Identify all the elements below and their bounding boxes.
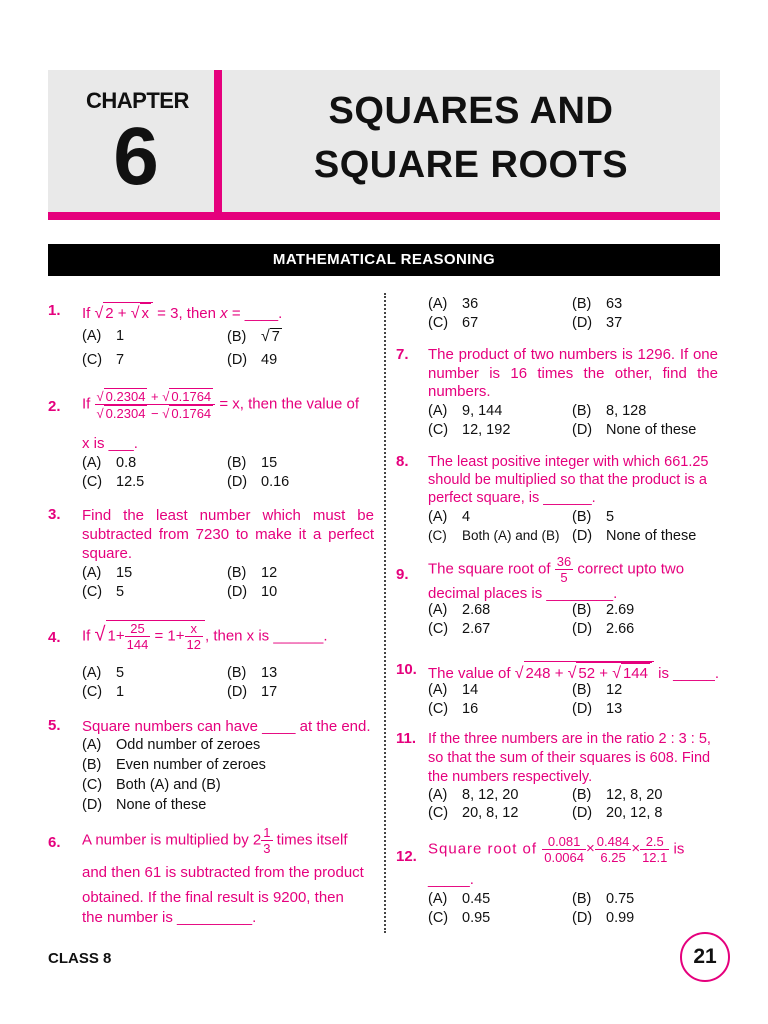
option-c[interactable]	[428, 701, 478, 717]
option-value: 36	[462, 296, 479, 312]
option-value: 67	[462, 315, 479, 331]
question-text	[428, 661, 719, 683]
option-d[interactable]	[227, 352, 277, 368]
option-c[interactable]	[428, 528, 560, 543]
option-value: 4	[462, 509, 471, 525]
option-d[interactable]	[572, 701, 622, 717]
option-a[interactable]	[82, 737, 260, 753]
option-label: (A)	[82, 455, 102, 471]
option-a[interactable]	[82, 565, 132, 581]
option-value: 15	[261, 455, 278, 471]
option-c[interactable]	[82, 777, 221, 793]
option-label: (B)	[227, 329, 247, 345]
question-number: 9.	[396, 566, 409, 583]
fraction-denominator: 6.25	[600, 850, 626, 865]
text-fragment: If	[82, 627, 95, 645]
option-b[interactable]	[227, 665, 277, 681]
option-d[interactable]	[572, 315, 622, 331]
fraction-numerator: √ 0.2304 + √ 0.1764	[95, 388, 216, 405]
option-a[interactable]	[82, 665, 124, 681]
option-value: 16	[462, 701, 479, 717]
operator: −	[147, 406, 163, 421]
option-a[interactable]	[428, 509, 470, 525]
option-label: (A)	[428, 891, 448, 907]
option-label: (D)	[227, 584, 248, 600]
option-value: Both (A) and (B)	[462, 528, 560, 543]
header-divider	[214, 70, 222, 212]
option-label: (A)	[82, 565, 102, 581]
option-label: (A)	[82, 737, 102, 753]
option-label: (A)	[428, 682, 448, 698]
option-label: (A)	[428, 296, 448, 312]
sqrt-symbol: √	[94, 623, 106, 646]
option-value: None of these	[116, 797, 207, 813]
option-label: (D)	[227, 474, 248, 490]
text-fragment: is _____.	[654, 665, 720, 682]
option-label: (B)	[572, 296, 592, 312]
chapter-title	[222, 84, 720, 192]
question-number: 8.	[396, 453, 409, 470]
option-b[interactable]	[227, 455, 277, 471]
fraction-numerator: 25	[125, 621, 151, 637]
option-value: 49	[261, 352, 278, 368]
option-value: 12	[606, 682, 623, 698]
option-value: 12.5	[116, 474, 145, 490]
fraction	[542, 834, 586, 865]
option-value: 10	[261, 584, 278, 600]
option-d[interactable]	[227, 474, 289, 490]
option-c[interactable]	[82, 684, 124, 700]
fraction-denominator: 12	[186, 637, 201, 652]
option-label: (B)	[227, 565, 247, 581]
fraction-denominator: 5	[560, 570, 568, 585]
text-fragment: = ____.	[227, 305, 283, 322]
option-c[interactable]	[428, 315, 478, 331]
option-b[interactable]	[572, 403, 646, 419]
text-fragment: If	[82, 395, 95, 413]
radicand	[103, 302, 153, 323]
option-value: 5	[606, 509, 615, 525]
fraction	[640, 834, 669, 865]
option-label: (D)	[572, 805, 593, 821]
option-a[interactable]	[82, 455, 136, 471]
option-b[interactable]	[82, 757, 266, 773]
option-label: (D)	[572, 621, 593, 637]
question-text: Find the least number which must be subtracted from 7230 to make it a perfect square.	[82, 507, 374, 562]
option-label: (C)	[428, 621, 449, 637]
fraction	[595, 834, 632, 865]
question-9	[396, 554, 720, 640]
header-rule	[48, 212, 720, 220]
option-value: 7	[116, 352, 125, 368]
question-text-line4: the number is _________.	[82, 909, 257, 926]
question-number: 11.	[396, 730, 417, 747]
question-7	[396, 346, 720, 442]
option-a[interactable]	[82, 328, 124, 344]
option-label: (D)	[572, 422, 593, 438]
chapter-header	[48, 70, 720, 220]
option-label: (C)	[82, 474, 103, 490]
option-b[interactable]	[572, 787, 662, 803]
option-label: (D)	[572, 910, 593, 926]
text-fragment: = 3, then	[153, 305, 221, 322]
sqrt-symbol: √	[94, 305, 104, 322]
option-value: 2.69	[606, 602, 635, 618]
question-text	[428, 834, 684, 865]
radicand: 0.1764	[171, 406, 212, 421]
chapter-label: CHAPTER	[86, 88, 189, 113]
question-text	[82, 825, 348, 856]
option-value: 15	[116, 565, 133, 581]
variable: x	[220, 305, 228, 322]
question-6-options	[396, 296, 720, 336]
fraction	[125, 621, 151, 652]
text-fragment: is	[669, 840, 685, 858]
operator: ×	[631, 840, 641, 858]
option-value: 1	[116, 328, 125, 344]
option-label: (B)	[572, 602, 592, 618]
question-text	[82, 302, 282, 323]
sqrt-symbol: √	[567, 665, 577, 682]
question-number: 10.	[396, 661, 417, 678]
option-value: 14	[462, 682, 479, 698]
option-value: 2.67	[462, 621, 491, 637]
option-value: 1	[116, 684, 125, 700]
text-fragment: 52 +	[578, 665, 613, 682]
option-label: (A)	[428, 787, 448, 803]
option-d[interactable]	[572, 621, 634, 637]
option-b[interactable]	[227, 565, 277, 581]
option-value: 12	[261, 565, 278, 581]
text-fragment: , then x is ______.	[204, 627, 328, 645]
option-label: (B)	[572, 403, 592, 419]
question-number: 6.	[48, 834, 61, 851]
option-c[interactable]	[428, 621, 490, 637]
question-10	[396, 661, 720, 721]
text-fragment: = 1+	[150, 627, 185, 645]
option-label: (D)	[82, 797, 103, 813]
option-label: (B)	[572, 509, 592, 525]
mixed-fraction	[261, 825, 272, 856]
option-c[interactable]	[82, 352, 124, 368]
column-divider	[384, 293, 386, 933]
fraction-denominator: 3	[263, 841, 271, 856]
question-5	[48, 717, 378, 817]
fraction	[555, 554, 573, 585]
question-number: 2.	[48, 398, 61, 415]
option-label: (C)	[428, 528, 447, 543]
fraction-denominator: 0.0064	[544, 850, 584, 865]
class-label: CLASS 8	[48, 950, 112, 967]
option-c[interactable]	[428, 910, 490, 926]
radicand: 0.2304	[105, 389, 146, 404]
option-b[interactable]	[572, 891, 634, 907]
option-c[interactable]	[82, 584, 124, 600]
option-value: None of these	[606, 528, 697, 544]
radicand-inner	[576, 662, 652, 683]
text-fragment: The square root of	[428, 560, 555, 578]
option-label: (A)	[82, 665, 102, 681]
option-value: 0.99	[606, 910, 635, 926]
option-d[interactable]	[572, 422, 696, 438]
radicand-inner: x	[141, 305, 150, 322]
fraction-denominator: 12.1	[642, 850, 668, 865]
fraction-numerator: 0.484	[596, 834, 630, 849]
option-label: (C)	[428, 805, 449, 821]
radicand: 0.1764	[171, 389, 212, 404]
option-label: (A)	[428, 509, 448, 525]
question-text	[82, 620, 328, 652]
text-fragment: times itself	[272, 831, 348, 849]
text-fragment: A number is multiplied by 2	[82, 831, 262, 849]
option-a[interactable]	[428, 602, 490, 618]
text-fragment: 1+	[107, 627, 125, 645]
option-value: 7	[271, 329, 280, 345]
option-b[interactable]	[572, 602, 634, 618]
option-d[interactable]	[227, 684, 277, 700]
fraction	[95, 388, 216, 421]
chapter-number: 6	[113, 111, 159, 202]
option-b[interactable]	[572, 296, 622, 312]
question-text: The product of two numbers is 1296. If one number is 16 times the other, find the numbers.	[428, 346, 718, 400]
question-1	[48, 302, 378, 372]
option-value: 0.45	[462, 891, 491, 907]
question-number: 12.	[396, 848, 417, 865]
question-number: 1.	[48, 302, 61, 319]
option-d[interactable]	[572, 528, 696, 544]
question-text	[428, 554, 684, 585]
option-a[interactable]	[428, 682, 478, 698]
question-text-line2: x is ___.	[82, 435, 138, 452]
chapter-title-line1: SQUARES AND	[328, 90, 614, 132]
question-number: 4.	[48, 629, 61, 646]
section-banner: MATHEMATICAL REASONING	[48, 244, 720, 276]
option-value: 9, 144	[462, 403, 503, 419]
page-number: 21	[680, 932, 730, 982]
text-fragment: 248 +	[525, 665, 568, 682]
option-c[interactable]	[428, 422, 510, 438]
sqrt-symbol: √	[130, 305, 140, 322]
option-label: (D)	[572, 315, 593, 331]
fraction-numerator: 36	[556, 554, 572, 569]
option-d[interactable]	[82, 797, 206, 813]
question-3	[48, 506, 378, 602]
question-6	[48, 825, 378, 929]
option-value: 2.68	[462, 602, 491, 618]
fraction	[185, 621, 203, 652]
text-fragment: correct upto two	[573, 560, 685, 578]
question-text: The least positive integer with which 661.25 should be multiplied so that the product is a perfect square, is ______.	[428, 454, 709, 506]
radicand	[106, 620, 205, 652]
question-text: If the three numbers are in the ratio 2 : 3 : 5, so that the sum of their squares is 608. Find the numbers respectively.	[428, 731, 711, 785]
option-value: None of these	[606, 422, 697, 438]
option-label: (C)	[428, 315, 449, 331]
question-text	[82, 388, 359, 421]
option-label: (C)	[82, 584, 103, 600]
option-c[interactable]	[428, 805, 518, 821]
sqrt-symbol: √	[514, 665, 524, 682]
option-value: 5	[116, 584, 125, 600]
option-value: 13	[261, 665, 278, 681]
option-value: 8, 128	[606, 403, 647, 419]
option-value: 0.75	[606, 891, 635, 907]
question-text-line2: and then 61 is subtracted from the product	[82, 864, 364, 881]
question-text: Square numbers can have ____ at the end.	[82, 718, 371, 735]
option-label: (A)	[82, 328, 102, 344]
option-d[interactable]	[572, 910, 634, 926]
option-value: Both (A) and (B)	[116, 777, 221, 793]
option-label: (B)	[572, 787, 592, 803]
option-value: Even number of zeroes	[116, 757, 266, 773]
option-a[interactable]	[428, 403, 502, 419]
option-c[interactable]	[82, 474, 144, 490]
option-b[interactable]	[227, 328, 282, 346]
option-label: (C)	[428, 910, 449, 926]
option-label: (B)	[82, 757, 102, 773]
option-label: (C)	[82, 352, 103, 368]
fraction-numerator: 0.081	[542, 834, 586, 850]
option-label: (D)	[227, 352, 248, 368]
option-a[interactable]	[428, 296, 478, 312]
question-number: 3.	[48, 506, 61, 523]
question-2	[48, 388, 378, 492]
question-text-line2: _____.	[428, 871, 474, 888]
option-value: 20, 8, 12	[462, 805, 519, 821]
expression	[542, 834, 669, 865]
option-value: 8, 12, 20	[462, 787, 519, 803]
text-fragment: If	[82, 305, 95, 322]
option-value: Odd number of zeroes	[116, 737, 261, 753]
question-8	[396, 453, 720, 549]
option-label: (B)	[572, 682, 592, 698]
fraction-numerator: 2.5	[640, 834, 669, 850]
option-label: (C)	[82, 684, 103, 700]
operator: ×	[586, 840, 595, 858]
text-fragment: The value of	[428, 665, 515, 682]
sqrt-symbol: √	[261, 328, 270, 345]
option-label: (D)	[572, 528, 593, 544]
fraction-numerator: x	[185, 621, 203, 637]
option-value: 63	[606, 296, 623, 312]
option-label: (A)	[428, 602, 448, 618]
radicand: 0.2304	[105, 406, 146, 421]
option-value: 37	[606, 315, 623, 331]
question-text-line3: obtained. If the final result is 9200, then	[82, 889, 344, 906]
option-value: 2.66	[606, 621, 635, 637]
option-b[interactable]	[572, 509, 614, 525]
option-value: 13	[606, 701, 623, 717]
option-value: 0.8	[116, 455, 137, 471]
option-label: (D)	[572, 701, 593, 717]
chapter-title-line2: SQUARE ROOTS	[313, 144, 629, 186]
text-fragment: = x, then the value of	[215, 395, 360, 413]
fraction-denominator: 144	[126, 637, 149, 652]
option-d[interactable]	[227, 584, 277, 600]
question-number: 5.	[48, 717, 61, 734]
question-text-line2: decimal places is ________.	[428, 585, 618, 602]
question-12	[396, 834, 720, 930]
sqrt-symbol: √	[612, 665, 621, 682]
option-label: (D)	[227, 684, 248, 700]
option-a[interactable]	[428, 891, 490, 907]
option-label: (B)	[227, 665, 247, 681]
option-label: (C)	[428, 701, 449, 717]
option-b[interactable]	[572, 682, 622, 698]
option-label: (B)	[572, 891, 592, 907]
question-4	[48, 620, 378, 704]
option-d[interactable]	[572, 805, 662, 821]
radicand-innermost: 144	[622, 665, 648, 682]
option-value: 12, 192	[462, 422, 511, 438]
fraction-denominator: √ 0.2304 − √ 0.1764	[96, 406, 212, 421]
option-label: (B)	[227, 455, 247, 471]
option-label: (A)	[428, 403, 448, 419]
option-value: 20, 12, 8	[606, 805, 663, 821]
option-value: 5	[116, 665, 125, 681]
text-fragment: Square root of	[428, 840, 543, 858]
fraction-numerator: 1	[263, 825, 271, 840]
option-label: (C)	[428, 422, 449, 438]
option-value: 0.95	[462, 910, 491, 926]
operator: +	[147, 389, 163, 404]
text-fragment: 2 +	[105, 305, 131, 322]
question-11	[396, 730, 720, 826]
radicand	[524, 661, 655, 683]
question-number: 7.	[396, 346, 409, 363]
option-label: (C)	[82, 777, 103, 793]
option-value: 12, 8, 20	[606, 787, 663, 803]
option-a[interactable]	[428, 787, 518, 803]
option-value: 17	[261, 684, 278, 700]
option-value: 0.16	[261, 474, 290, 490]
